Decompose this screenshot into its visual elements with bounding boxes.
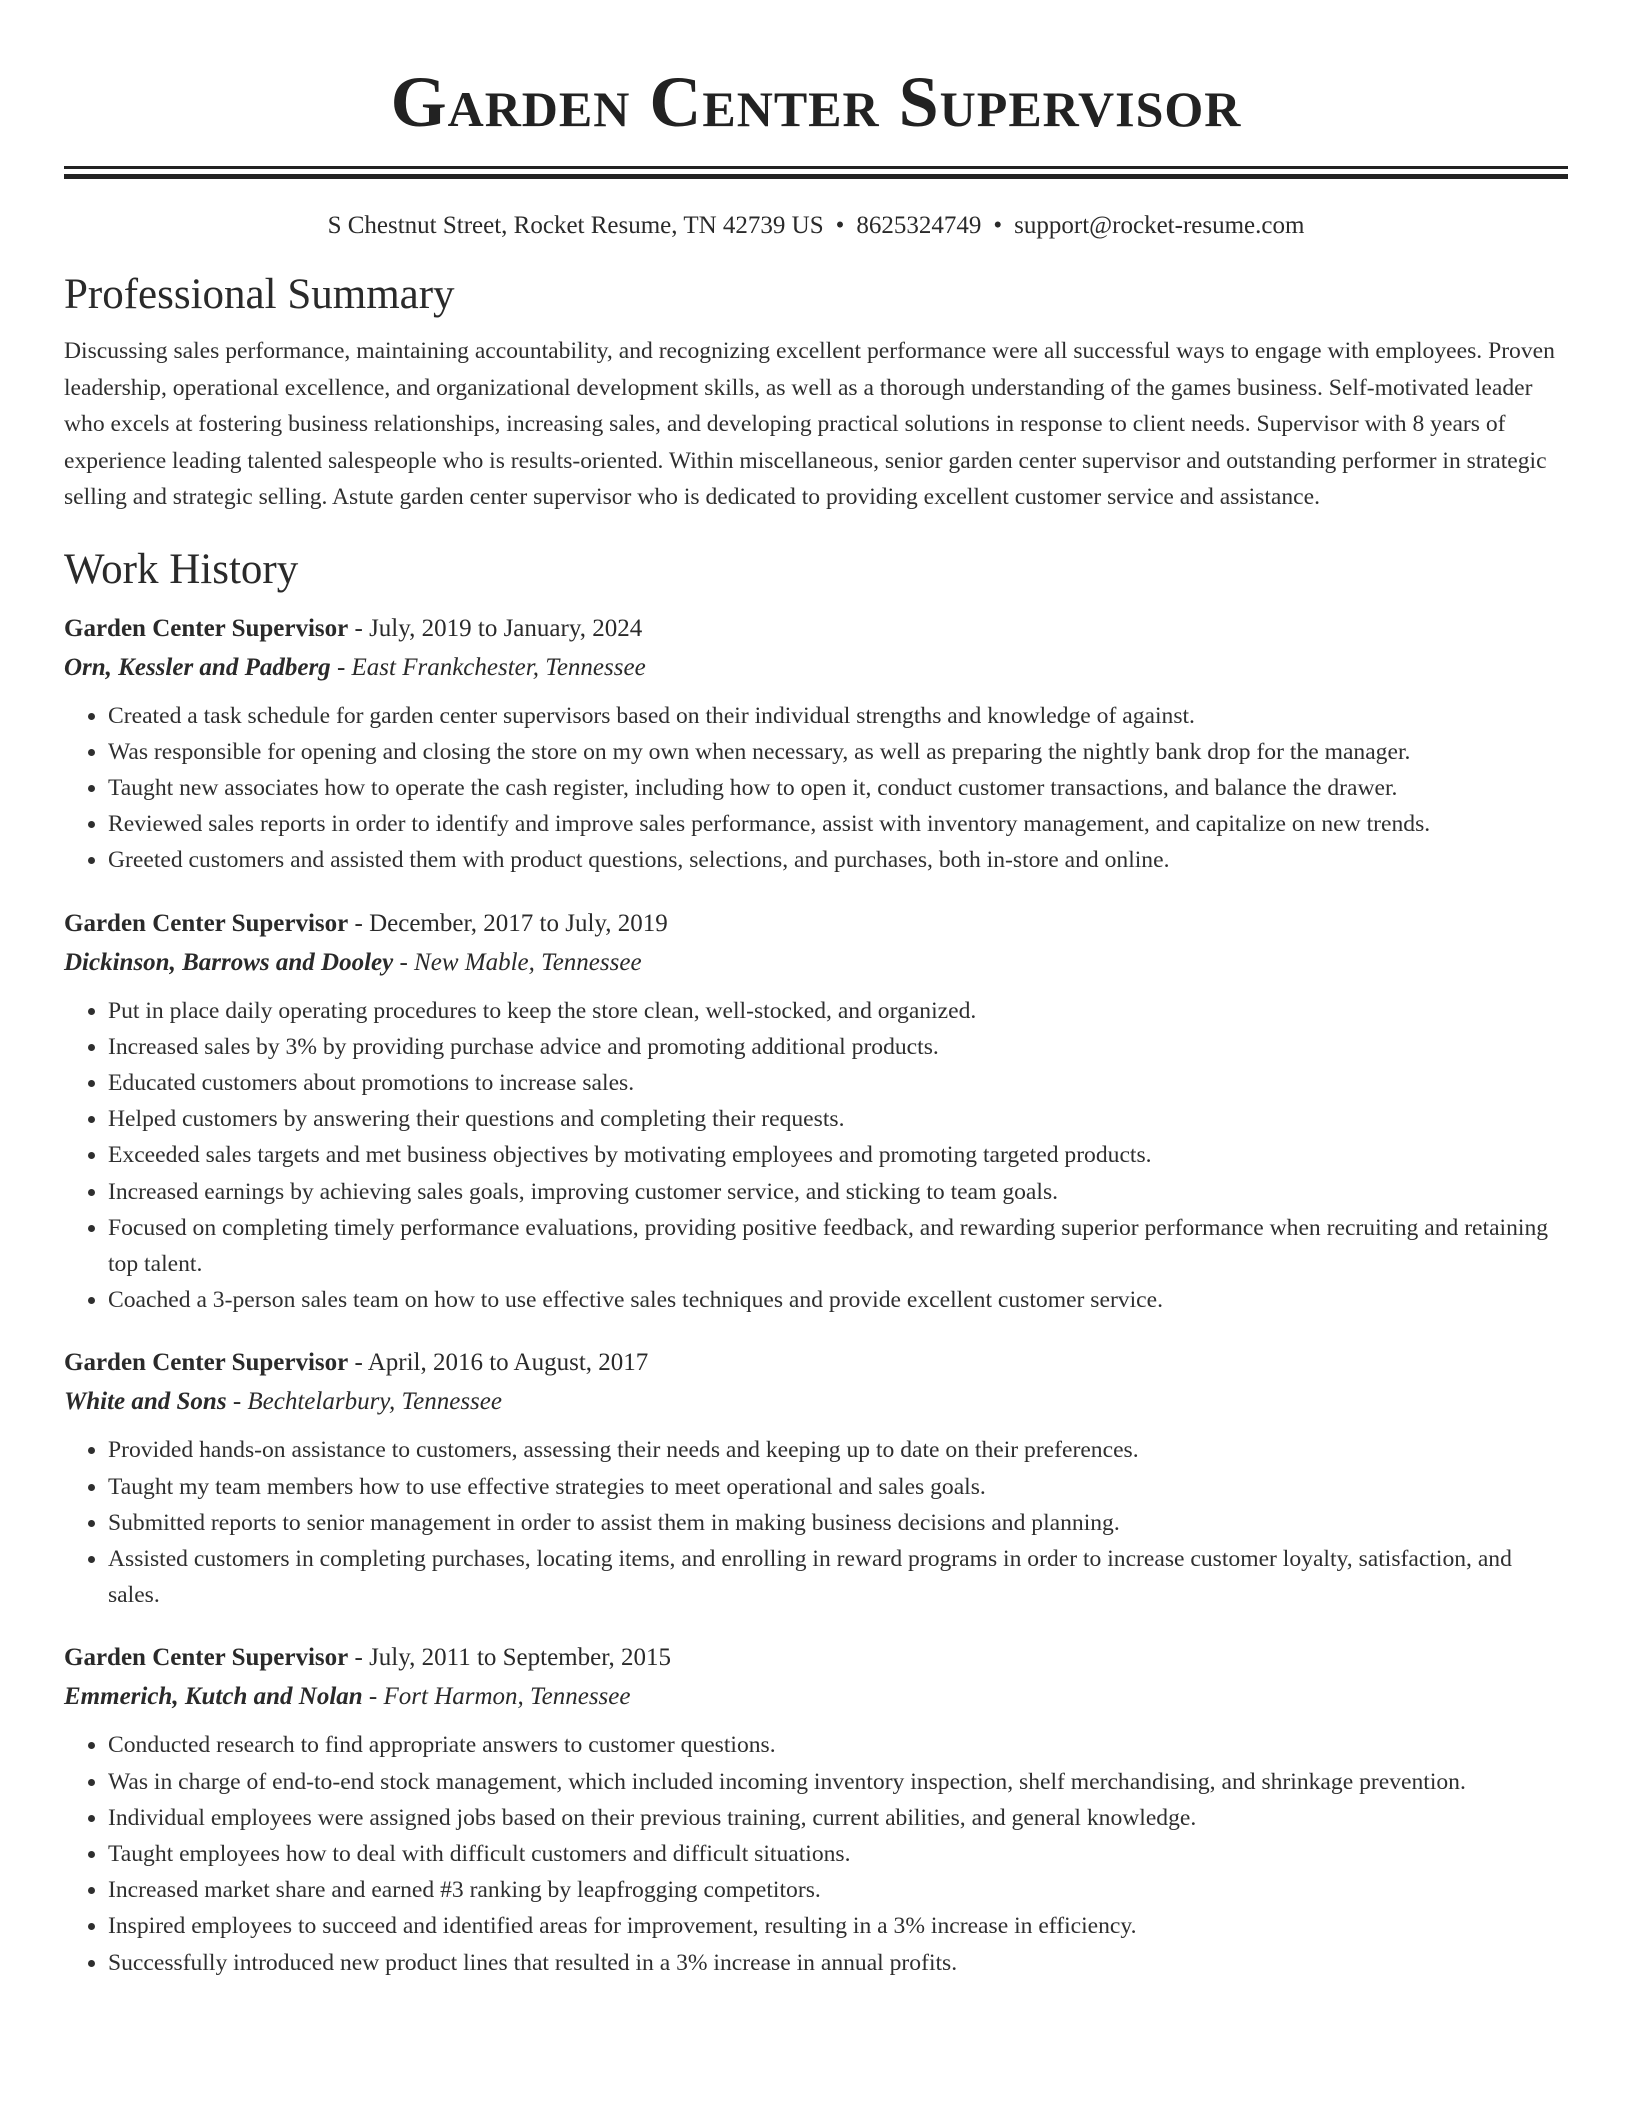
company-name: Orn, Kessler and Padberg <box>64 653 331 681</box>
job-title-line <box>64 1639 1568 1677</box>
job-title: Garden Center Supervisor <box>64 614 349 642</box>
job-title-line <box>64 610 1568 648</box>
job-bullet: • Put in place daily operating procedures to keep the store clean, well-stocked, and organized. <box>108 993 1568 1029</box>
company-line <box>64 1382 1568 1422</box>
job-entry <box>64 905 1568 1319</box>
company-location: - East Frankchester, Tennessee <box>330 653 646 681</box>
summary-text: Discussing sales performance, maintaining accountability, and recognizing excellent performance were all successful ways to engage with employees. Proven leadership, operational excellence, and organizational development skills, as well as a thorough understanding of the games business. Self-motivated leader who excels at fostering business relationships, increasing sales, and developing practical solutions in response to client needs. Supervisor with 8 years of experience leading talented salespeople who is results-oriented. Within miscellaneous, senior garden center supervisor and outstanding performer in strategic selling and strategic selling. Astute garden center supervisor who is dedicated to providing excellent customer service and assistance. <box>64 338 1555 510</box>
job-bullet: • Inspired employees to succeed and identified areas for improvement, resulting in a 3% increase in efficiency. <box>108 1908 1568 1944</box>
work-history-list <box>64 610 1568 1981</box>
summary-heading: Professional Summary <box>64 271 455 318</box>
job-dates: - July, 2011 to September, 2015 <box>348 1644 672 1672</box>
company-location: - Fort Harmon, Tennessee <box>362 1683 631 1711</box>
job-bullet: • Exceeded sales targets and met business objectives by motivating employees and promoting targeted products. <box>108 1137 1568 1173</box>
company-name: Dickinson, Barrows and Dooley <box>64 948 394 976</box>
job-bullet: • Taught my team members how to use effective strategies to meet operational and sales goals. <box>108 1469 1568 1505</box>
job-bullet: • Successfully introduced new product lines that resulted in a 3% increase in annual profits. <box>108 1945 1568 1981</box>
job-bullet: • Submitted reports to senior management in order to assist them in making business decisions and planning. <box>108 1505 1568 1541</box>
contact-phone: 8625324749 <box>856 212 982 239</box>
work-history-heading: Work History <box>64 545 299 593</box>
job-bullet: • Reviewed sales reports in order to identify and improve sales performance, assist with inventory management, and capitalize on new trends. <box>108 806 1568 842</box>
job-bullet: • Provided hands-on assistance to customers, assessing their needs and keeping up to date on their preferences. <box>108 1432 1568 1468</box>
contact-separator: • <box>993 212 1003 239</box>
job-entry <box>64 1344 1568 1613</box>
company-name: White and Sons <box>64 1388 227 1416</box>
title-divider <box>64 166 1568 179</box>
contact-separator: • <box>835 212 845 239</box>
job-entry <box>64 1639 1568 1980</box>
job-bullet: • Individual employees were assigned jobs based on their previous training, current abilities, and general knowledge. <box>108 1800 1568 1836</box>
job-bullets <box>64 1432 1568 1613</box>
job-entry <box>64 610 1568 879</box>
job-bullet: • Was responsible for opening and closing the store on my own when necessary, as well as preparing the nightly bank drop for the manager. <box>108 734 1568 770</box>
job-bullet: • Coached a 3-person sales team on how to use effective sales techniques and provide excellent customer service. <box>108 1282 1568 1318</box>
contact-address: S Chestnut Street, Rocket Resume, TN 42739 US <box>327 212 824 239</box>
company-line <box>64 1677 1568 1717</box>
job-title-line <box>64 905 1568 943</box>
job-bullet: • Assisted customers in completing purchases, locating items, and enrolling in reward programs in order to increase customer loyalty, satisfaction, and sales. <box>108 1541 1568 1613</box>
job-bullet: • Created a task schedule for garden center supervisors based on their individual strengths and knowledge of against. <box>108 698 1568 734</box>
job-title-line <box>64 1344 1568 1382</box>
job-bullet: • Helped customers by answering their questions and completing their requests. <box>108 1101 1568 1137</box>
job-bullet: • Greeted customers and assisted them with product questions, selections, and purchases, both in-store and online. <box>108 842 1568 878</box>
job-bullet: • Conducted research to find appropriate answers to customer questions. <box>108 1727 1568 1763</box>
job-bullet: • Increased market share and earned #3 ranking by leapfrogging competitors. <box>108 1872 1568 1908</box>
company-name: Emmerich, Kutch and Nolan <box>64 1683 363 1711</box>
job-bullet: • Increased earnings by achieving sales goals, improving customer service, and sticking to team goals. <box>108 1174 1568 1210</box>
job-dates: - April, 2016 to August, 2017 <box>348 1349 649 1377</box>
company-location: - New Mable, Tennessee <box>393 948 642 976</box>
job-title: Garden Center Supervisor <box>64 1349 349 1377</box>
company-line <box>64 648 1568 688</box>
contact-line <box>64 209 1568 243</box>
job-bullet: • Was in charge of end-to-end stock management, which included incoming inventory inspection, shelf merchandising, and shrinkage prevention. <box>108 1764 1568 1800</box>
job-bullet: • Increased sales by 3% by providing purchase advice and promoting additional products. <box>108 1029 1568 1065</box>
job-dates: - December, 2017 to July, 2019 <box>348 909 668 937</box>
job-bullets <box>64 698 1568 879</box>
job-bullet: • Focused on completing timely performance evaluations, providing positive feedback, and rewarding superior performance when recruiting and retaining top talent. <box>108 1210 1568 1282</box>
job-bullet: • Educated customers about promotions to increase sales. <box>108 1065 1568 1101</box>
company-line <box>64 943 1568 983</box>
resume-title: Garden Center Supervisor <box>390 62 1242 142</box>
job-title: Garden Center Supervisor <box>64 1644 349 1672</box>
job-bullet: • Taught new associates how to operate the cash register, including how to open it, conduct customer transactions, and balance the drawer. <box>108 770 1568 806</box>
job-title: Garden Center Supervisor <box>64 909 349 937</box>
company-location: - Bechtelarbury, Tennessee <box>226 1388 502 1416</box>
contact-email: support@rocket-resume.com <box>1014 212 1305 239</box>
job-dates: - July, 2019 to January, 2024 <box>348 614 643 642</box>
job-bullets <box>64 1727 1568 1980</box>
job-bullet: • Taught employees how to deal with difficult customers and difficult situations. <box>108 1836 1568 1872</box>
job-bullets <box>64 993 1568 1319</box>
